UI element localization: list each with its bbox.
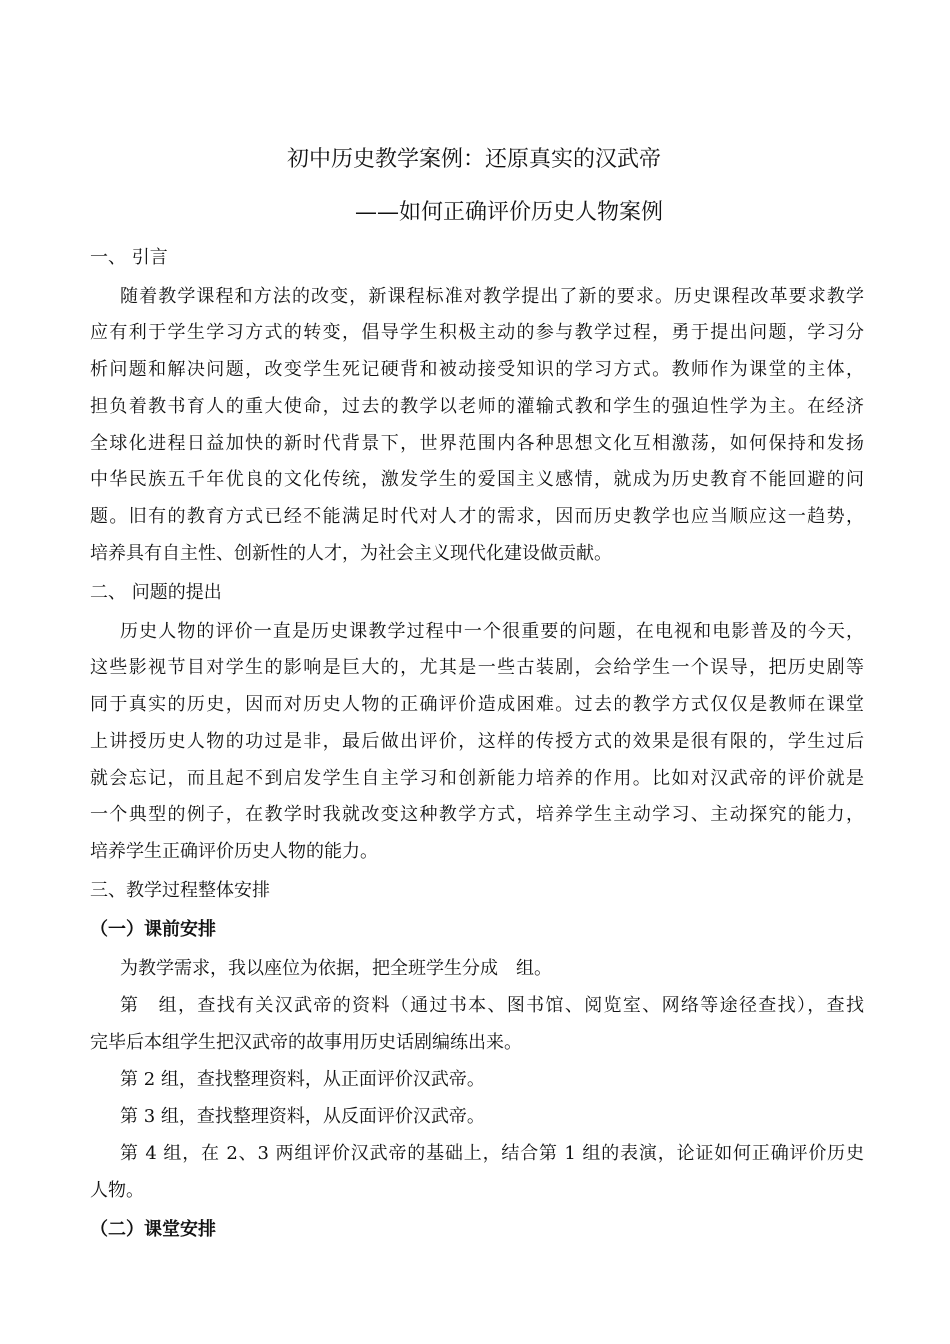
paragraph-line: 全球化进程日益加快的新时代背景下，世界范围内各种思想文化互相激荡，如何保持和发扬 <box>90 433 864 454</box>
paragraph-line: 培养具有自主性、创新性的人才，为社会主义现代化建设做贡献。 <box>90 543 612 564</box>
paragraph-line: 应有利于学生学习方式的转变，倡导学生积极主动的参与教学过程，勇于提出问题，学习分 <box>90 322 864 343</box>
section-heading-problem: 二、 问题的提出 <box>90 582 222 603</box>
section-heading-process: 三、教学过程整体安排 <box>90 880 270 901</box>
paragraph-line: 这些影视节目对学生的影响是巨大的，尤其是一些古装剧，会给学生一个误导，把历史剧等 <box>90 657 864 678</box>
paragraph-line: 培养学生正确评价历史人物的能力。 <box>90 841 378 862</box>
subsection-heading-in-class: （二）课堂安排 <box>90 1219 216 1240</box>
paragraph-line: 第 3 组，查找整理资料，从反面评价汉武帝。 <box>120 1106 485 1127</box>
paragraph-line: 就会忘记，而且起不到启发学生自主学习和创新能力培养的作用。比如对汉武帝的评价就是 <box>90 768 864 789</box>
paragraph-line: 第 组，查找有关汉武帝的资料（通过书本、图书馆、阅览室、网络等途径查找），查找 <box>120 995 864 1016</box>
paragraph-line: 析问题和解决问题，改变学生死记硬背和被动接受知识的学习方式。教师作为课堂的主体， <box>90 359 864 380</box>
paragraph-line: 第 2 组，查找整理资料，从正面评价汉武帝。 <box>120 1069 485 1090</box>
paragraph-line: 题。旧有的教育方式已经不能满足时代对人才的需求，因而历史教学也应当顺应这一趋势， <box>90 506 864 527</box>
document-subtitle: ——如何正确评价历史人物案例 <box>355 200 664 225</box>
section-heading-intro: 一、 引言 <box>90 247 168 268</box>
paragraph-line: 历史人物的评价一直是历史课教学过程中一个很重要的问题，在电视和电影普及的今天， <box>120 621 864 642</box>
paragraph-line: 担负着教书育人的重大使命，过去的教学以老师的灌输式教和学生的强迫性学为主。在经济 <box>90 396 864 417</box>
paragraph-line: 中华民族五千年优良的文化传统，激发学生的爱国主义感情，就成为历史教育不能回避的问 <box>90 469 864 490</box>
paragraph-line: 人物。 <box>90 1180 144 1201</box>
paragraph-line: 为教学需求，我以座位为依据，把全班学生分成 组。 <box>120 958 552 979</box>
document-title: 初中历史教学案例：还原真实的汉武帝 <box>287 147 662 172</box>
paragraph-line: 完毕后本组学生把汉武帝的故事用历史话剧编练出来。 <box>90 1032 522 1053</box>
paragraph-line: 一个典型的例子，在教学时我就改变这种教学方式，培养学生主动学习、主动探究的能力， <box>90 804 864 825</box>
paragraph-line: 第 4 组，在 2、3 两组评价汉武帝的基础上，结合第 1 组的表演，论证如何正确评价历史 <box>120 1143 864 1164</box>
paragraph-line: 上讲授历史人物的功过是非，最后做出评价，这样的传授方式的效果是很有限的，学生过后 <box>90 731 864 752</box>
paragraph-line: 随着教学课程和方法的改变，新课程标准对教学提出了新的要求。历史课程改革要求教学 <box>120 286 864 307</box>
paragraph-line: 同于真实的历史，因而对历史人物的正确评价造成困难。过去的教学方式仅仅是教师在课堂 <box>90 694 864 715</box>
subsection-heading-pre-class: （一）课前安排 <box>90 919 216 940</box>
